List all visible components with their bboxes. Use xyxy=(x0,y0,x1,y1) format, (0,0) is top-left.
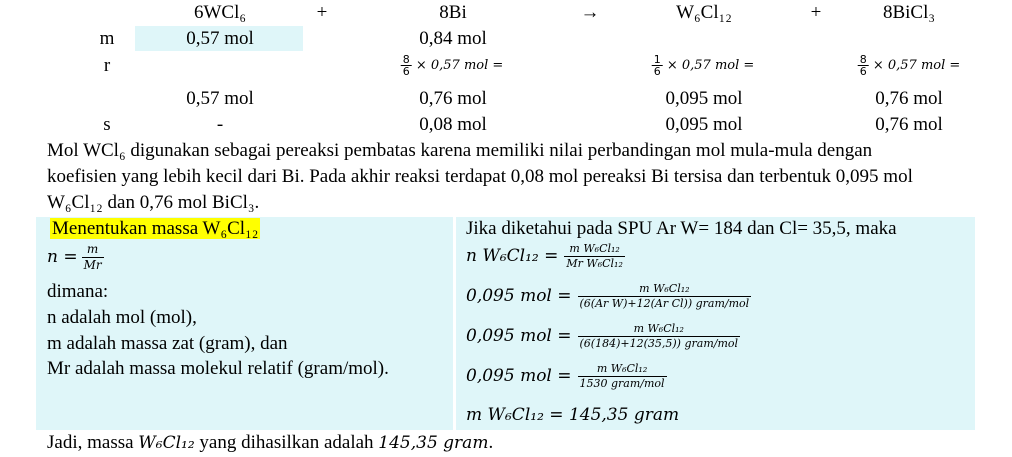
remaining-mol-bi: 0,08 mol xyxy=(419,114,487,135)
conclusion-sentence: Jadi, massa W₆Cl₁₂ yang dihasilkan adalah 145,35 gram. xyxy=(47,432,494,453)
reactant-wcl6: 6WCl₆ xyxy=(193,2,247,23)
react-mol-bicl3: 0,76 mol xyxy=(875,88,943,109)
ratio-expression-bi: $\frac{8}{6}$ × 0,57 mol = xyxy=(402,53,504,78)
definition-mr: Mr adalah massa molekul relatif (gram/mol). xyxy=(47,358,389,379)
row-label-r: r xyxy=(103,55,111,76)
initial-mol-bi: 0,84 mol xyxy=(419,28,487,49)
dimana-label: dimana: xyxy=(47,281,109,302)
ratio-expression-w6cl12: $\frac{1}{6}$ × 0,57 mol = xyxy=(653,53,755,78)
row-label-s: s xyxy=(103,114,111,135)
paragraph-line: W₆Cl₁₂ dan 0,76 mol BiCl₃. xyxy=(47,192,260,213)
reaction-arrow: → xyxy=(580,2,600,23)
plus-sign: + xyxy=(316,2,328,23)
remaining-mol-bicl3: 0,76 mol xyxy=(875,114,943,135)
mass-result: m W₆Cl₁₂ = 145,35 gram xyxy=(466,405,680,425)
product-w6cl12: W₆Cl₁₂ xyxy=(676,2,732,23)
remaining-mol-w6cl12: 0,095 mol xyxy=(665,114,743,135)
paragraph-line: Mol WCl₆ digunakan sebagai pereaksi pembatas karena memiliki nilai perbandingan mol mula-mula dengan xyxy=(47,140,873,161)
paragraph-line: koefisien yang lebih kecil dari Bi. Pada akhir reaksi terdapat 0,08 mol pereaksi Bi tersisa dan terbentuk 0,095 mol xyxy=(47,166,913,187)
explanation-paragraph xyxy=(47,138,974,216)
product-bicl3: 8BiCl₃ xyxy=(882,2,936,23)
react-mol-wcl6: 0,57 mol xyxy=(186,88,254,109)
equation-row: 0,095 mol = m W₆Cl₁₂ (6(184)+12(35,5)) gram/mol xyxy=(466,322,739,350)
react-mol-bi: 0,76 mol xyxy=(419,88,487,109)
remaining-mol-wcl6: - xyxy=(216,114,224,135)
equation-row: 0,095 mol = m W₆Cl₁₂ (6(Ar W)+12(Ar Cl)) gram/mol xyxy=(466,282,750,310)
given-values: Jika diketahui pada SPU Ar W= 184 dan Cl= 35,5, maka xyxy=(466,218,897,239)
mol-formula: n = $\frac{m}{Mr}$ xyxy=(47,242,102,272)
equation-row: 0,095 mol = m W₆Cl₁₂ 1530 gram/mol xyxy=(466,362,665,390)
definition-m: m adalah massa zat (gram), dan xyxy=(47,333,288,354)
ratio-expression-bicl3: $\frac{8}{6}$ × 0,57 mol = xyxy=(859,53,961,78)
definition-n: n adalah mol (mol), xyxy=(47,307,197,328)
row-label-m: m xyxy=(99,28,115,49)
reactant-bi: 8Bi xyxy=(439,2,467,23)
section-heading: Menentukan massa W₆Cl₁₂ xyxy=(52,218,259,239)
equation-row: n W₆Cl₁₂ = $\frac{\text{m W₆Cl₁₂}}{\text{Mr W₆Cl₁₂}}$ xyxy=(466,242,623,270)
react-mol-w6cl12: 0,095 mol xyxy=(665,88,743,109)
plus-sign: + xyxy=(810,2,822,23)
initial-mol-wcl6: 0,57 mol xyxy=(186,28,254,49)
